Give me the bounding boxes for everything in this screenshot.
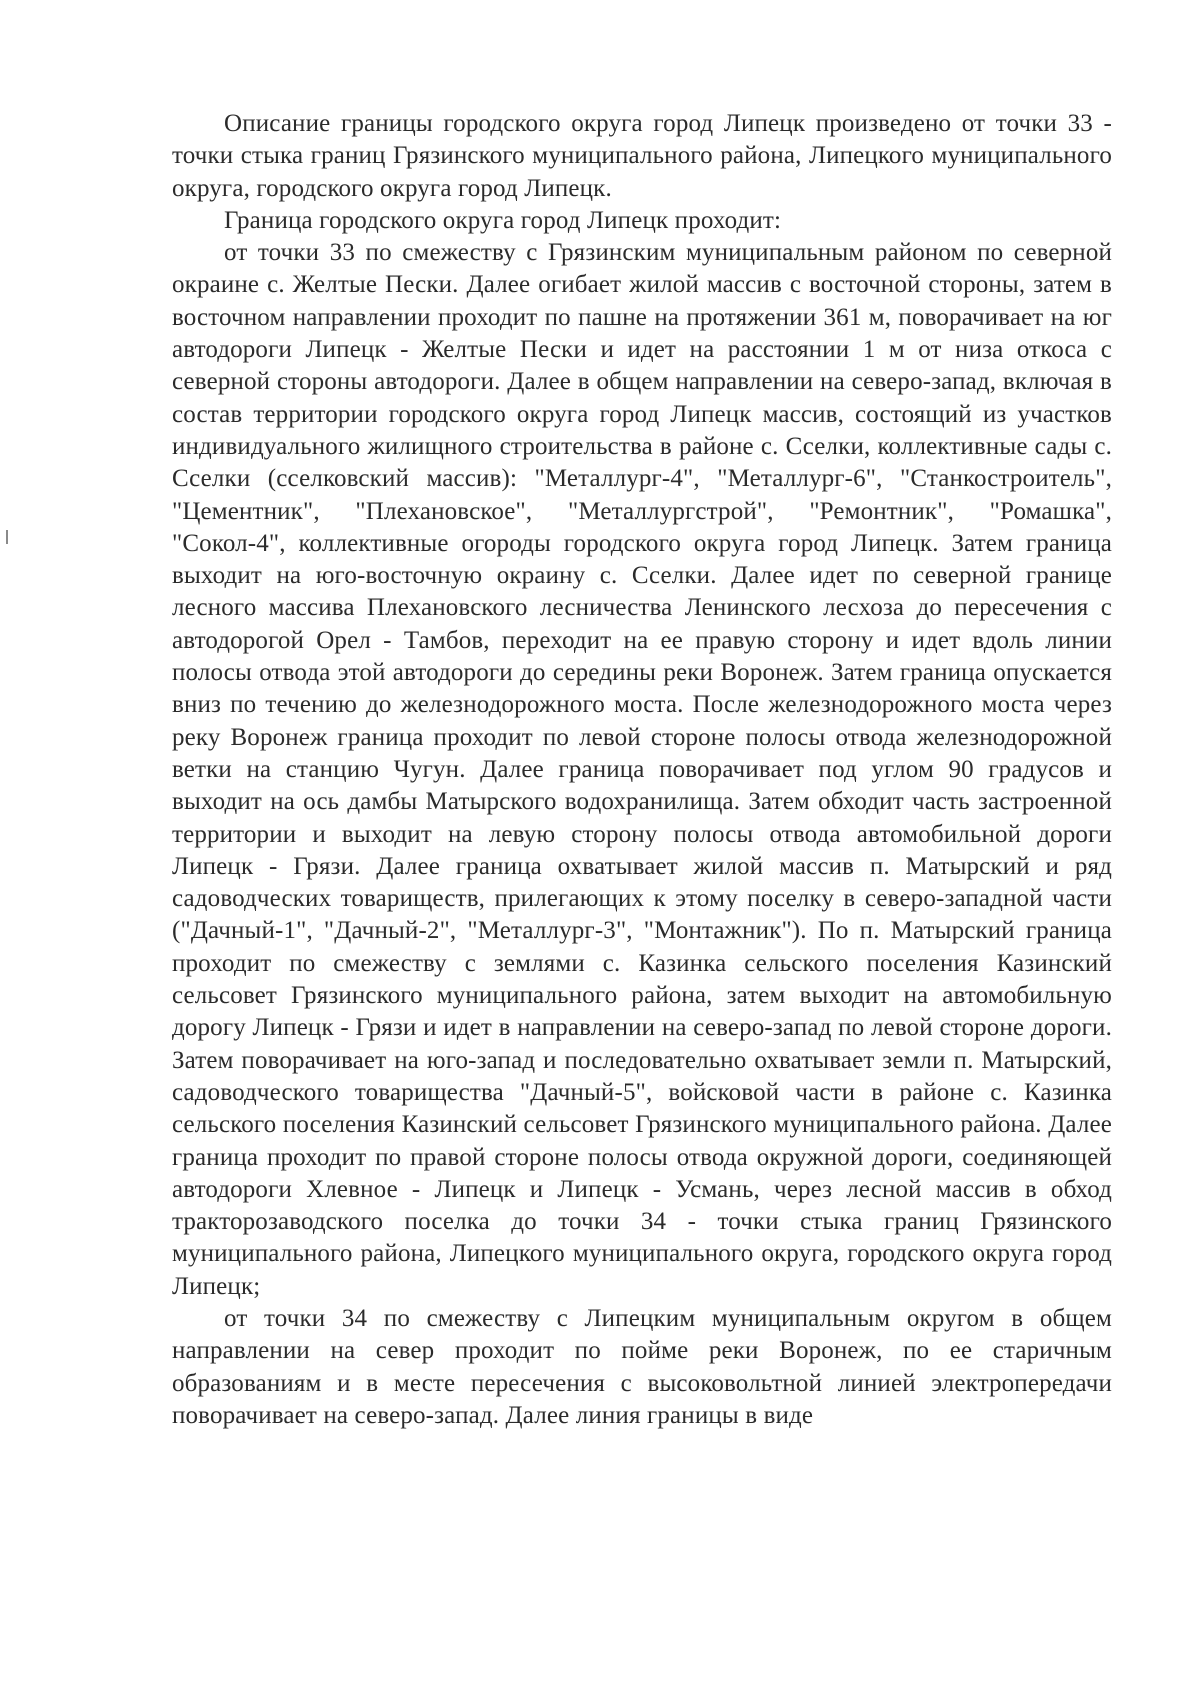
paragraph-boundary-heading: Граница городского округа город Липецк проходит: <box>224 206 782 234</box>
scan-artifact <box>6 530 8 544</box>
paragraph-point-33: от точки 33 по смежеству с Грязинским муниципальным районом по северной окраине с. Желтые Пески. Далее огибает жилой массив с восточной стороны, затем в восточном направлении проходит по пашне на протяжении 361 м, поворачивает на юг автодороги Липецк - Желтые Пески и идет на расстоянии 1 м от низа откоса с северной стороны автодороги. Далее в общем направлении на северо-запад, включая в состав территории городского округа город Липецк массив, состоящий из участков индивидуального жилищного строительства в районе с. Сселки, коллективные сады с. Сселки (сселковский массив): "Металлург-4", "Металлург-6", "Станкостроитель", "Цементник", "Плехановское", "Металлургстрой", "Ремонтник", "Ромашка", "Сокол-4", коллективные огороды городского округа город Липецк. Затем граница выходит на юго-восточную окраину с. Сселки. Далее идет по северной границе лесного массива Плехановского лесничества Ленинского лесхоза до пересечения с автодорогой Орел - Тамбов, переходит на ее правую сторону и идет вдоль линии полосы отвода этой автодороги до середины реки Воронеж. Затем граница опускается вниз по течению до железнодорожного моста. После железнодорожного моста через реку Воронеж граница проходит по левой стороне полосы отвода железнодорожной ветки на станцию Чугун. Далее граница поворачивает под углом 90 градусов и выходит на ось дамбы Матырского водохранилища. Затем обходит часть застроенной территории и выходит на левую сторону полосы отвода автомобильной дороги Липецк - Грязи. Далее граница охватывает жилой массив п. Матырский и ряд садоводческих товариществ, прилегающих к этому поселку в северо-западной части ("Дачный-1", "Дачный-2", "Металлург-3", "Монтажник"). По п. Матырский граница проходит по смежеству с землями с. Казинка сельского поселения Казинский сельсовет Грязинского муниципального района, затем выходит на автомобильную дорогу Липецк - Грязи и идет в направлении на северо-запад по левой стороне дороги. Затем поворачивает на юго-запад и последовательно охватывает земли п. Матырский, садоводческого товарищества "Дачный-5", войсковой части в районе с. Казинка сельского поселения Казинский сельсовет Грязинского муниципального района. Далее граница проходит по правой стороне полосы отвода окружной дороги, соединяющей автодороги Хлевное - Липецк и Липецк - Усмань, через лесной массив в обход тракторозаводского поселка до точки 34 - точки стыка границ Грязинского муниципального района, Липецкого муниципального округа, городского округа город Липецк; <box>172 239 1112 1300</box>
paragraph-intro: Описание границы городского округа город Липецк произведено от точки 33 - точки стыка границ Грязинского муниципального района, Липецкого муниципального округа, городского округа город Липецк. <box>172 110 1112 202</box>
paragraph-point-34: от точки 34 по смежеству с Липецким муниципальным округом в общем направлении на север проходит по пойме реки Воронеж, по ее старичным образованиям и в месте пересечения с высоковольтной линией электропередачи поворачивает на северо-запад. Далее линия границы в виде <box>172 1304 1112 1429</box>
document-body <box>172 108 1112 1432</box>
